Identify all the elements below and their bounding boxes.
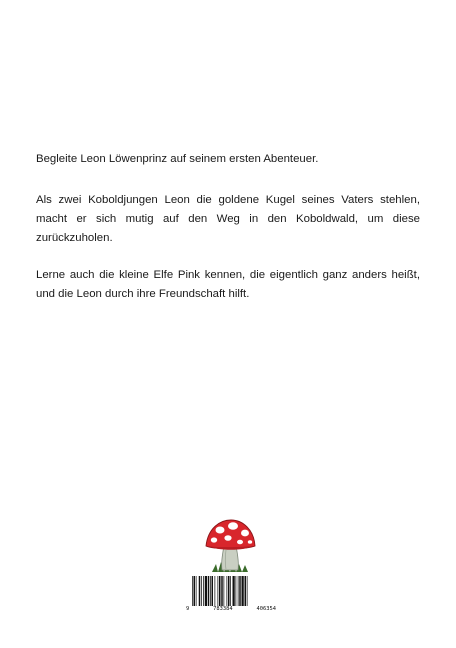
mushroom-icon	[200, 516, 260, 576]
barcode-bar	[201, 576, 202, 606]
barcode-bar	[236, 576, 237, 606]
barcode-bar	[227, 576, 228, 606]
blurb-paragraph-3	[36, 266, 420, 304]
barcode-digit-first: 9	[186, 606, 190, 612]
blurb-text-3: Lerne auch die kleine Elfe Pink kennen, die eigentlich ganz anders heißt, und die Leon durch ihre Freundschaft hilft.	[36, 269, 420, 300]
barcode-bar	[242, 576, 244, 606]
barcode-bar	[199, 576, 201, 606]
barcode-bar	[196, 576, 197, 606]
barcode-bar	[239, 576, 241, 606]
barcode	[186, 576, 276, 616]
barcode-bar	[205, 576, 207, 606]
barcode-bar	[203, 576, 204, 606]
barcode-bar	[228, 576, 230, 606]
barcode-bar	[233, 576, 235, 606]
barcode-bar	[221, 576, 223, 606]
barcode-digit-group-2: 406354	[256, 606, 276, 612]
barcode-bar	[238, 576, 239, 606]
barcode-bar	[247, 576, 248, 606]
blurb-text-1: Begleite Leon Löwenprinz auf seinem ersten Abenteuer.	[36, 153, 319, 165]
barcode-bar	[218, 576, 219, 606]
blurb-paragraph-2	[36, 191, 420, 248]
barcode-bar	[230, 576, 231, 606]
barcode-bar	[212, 576, 214, 606]
barcode-bar	[224, 576, 225, 606]
barcode-bar	[219, 576, 221, 606]
barcode-bars	[186, 576, 276, 606]
barcode-bar	[210, 576, 211, 606]
barcode-bar	[245, 576, 247, 606]
barcode-bar	[192, 576, 193, 606]
blurb-paragraph-1	[36, 150, 420, 169]
barcode-bar	[215, 576, 216, 606]
barcode-bar	[208, 576, 210, 606]
barcode-digit-group-1: 783384	[213, 606, 233, 612]
barcode-bar	[194, 576, 196, 606]
blurb-text-2: Als zwei Koboldjungen Leon die goldene Kugel seines Vaters stehlen, macht er sich mutig auf den Weg in den Koboldwald, um diese zurückzuholen.	[36, 194, 420, 244]
barcode-digits	[186, 606, 276, 613]
